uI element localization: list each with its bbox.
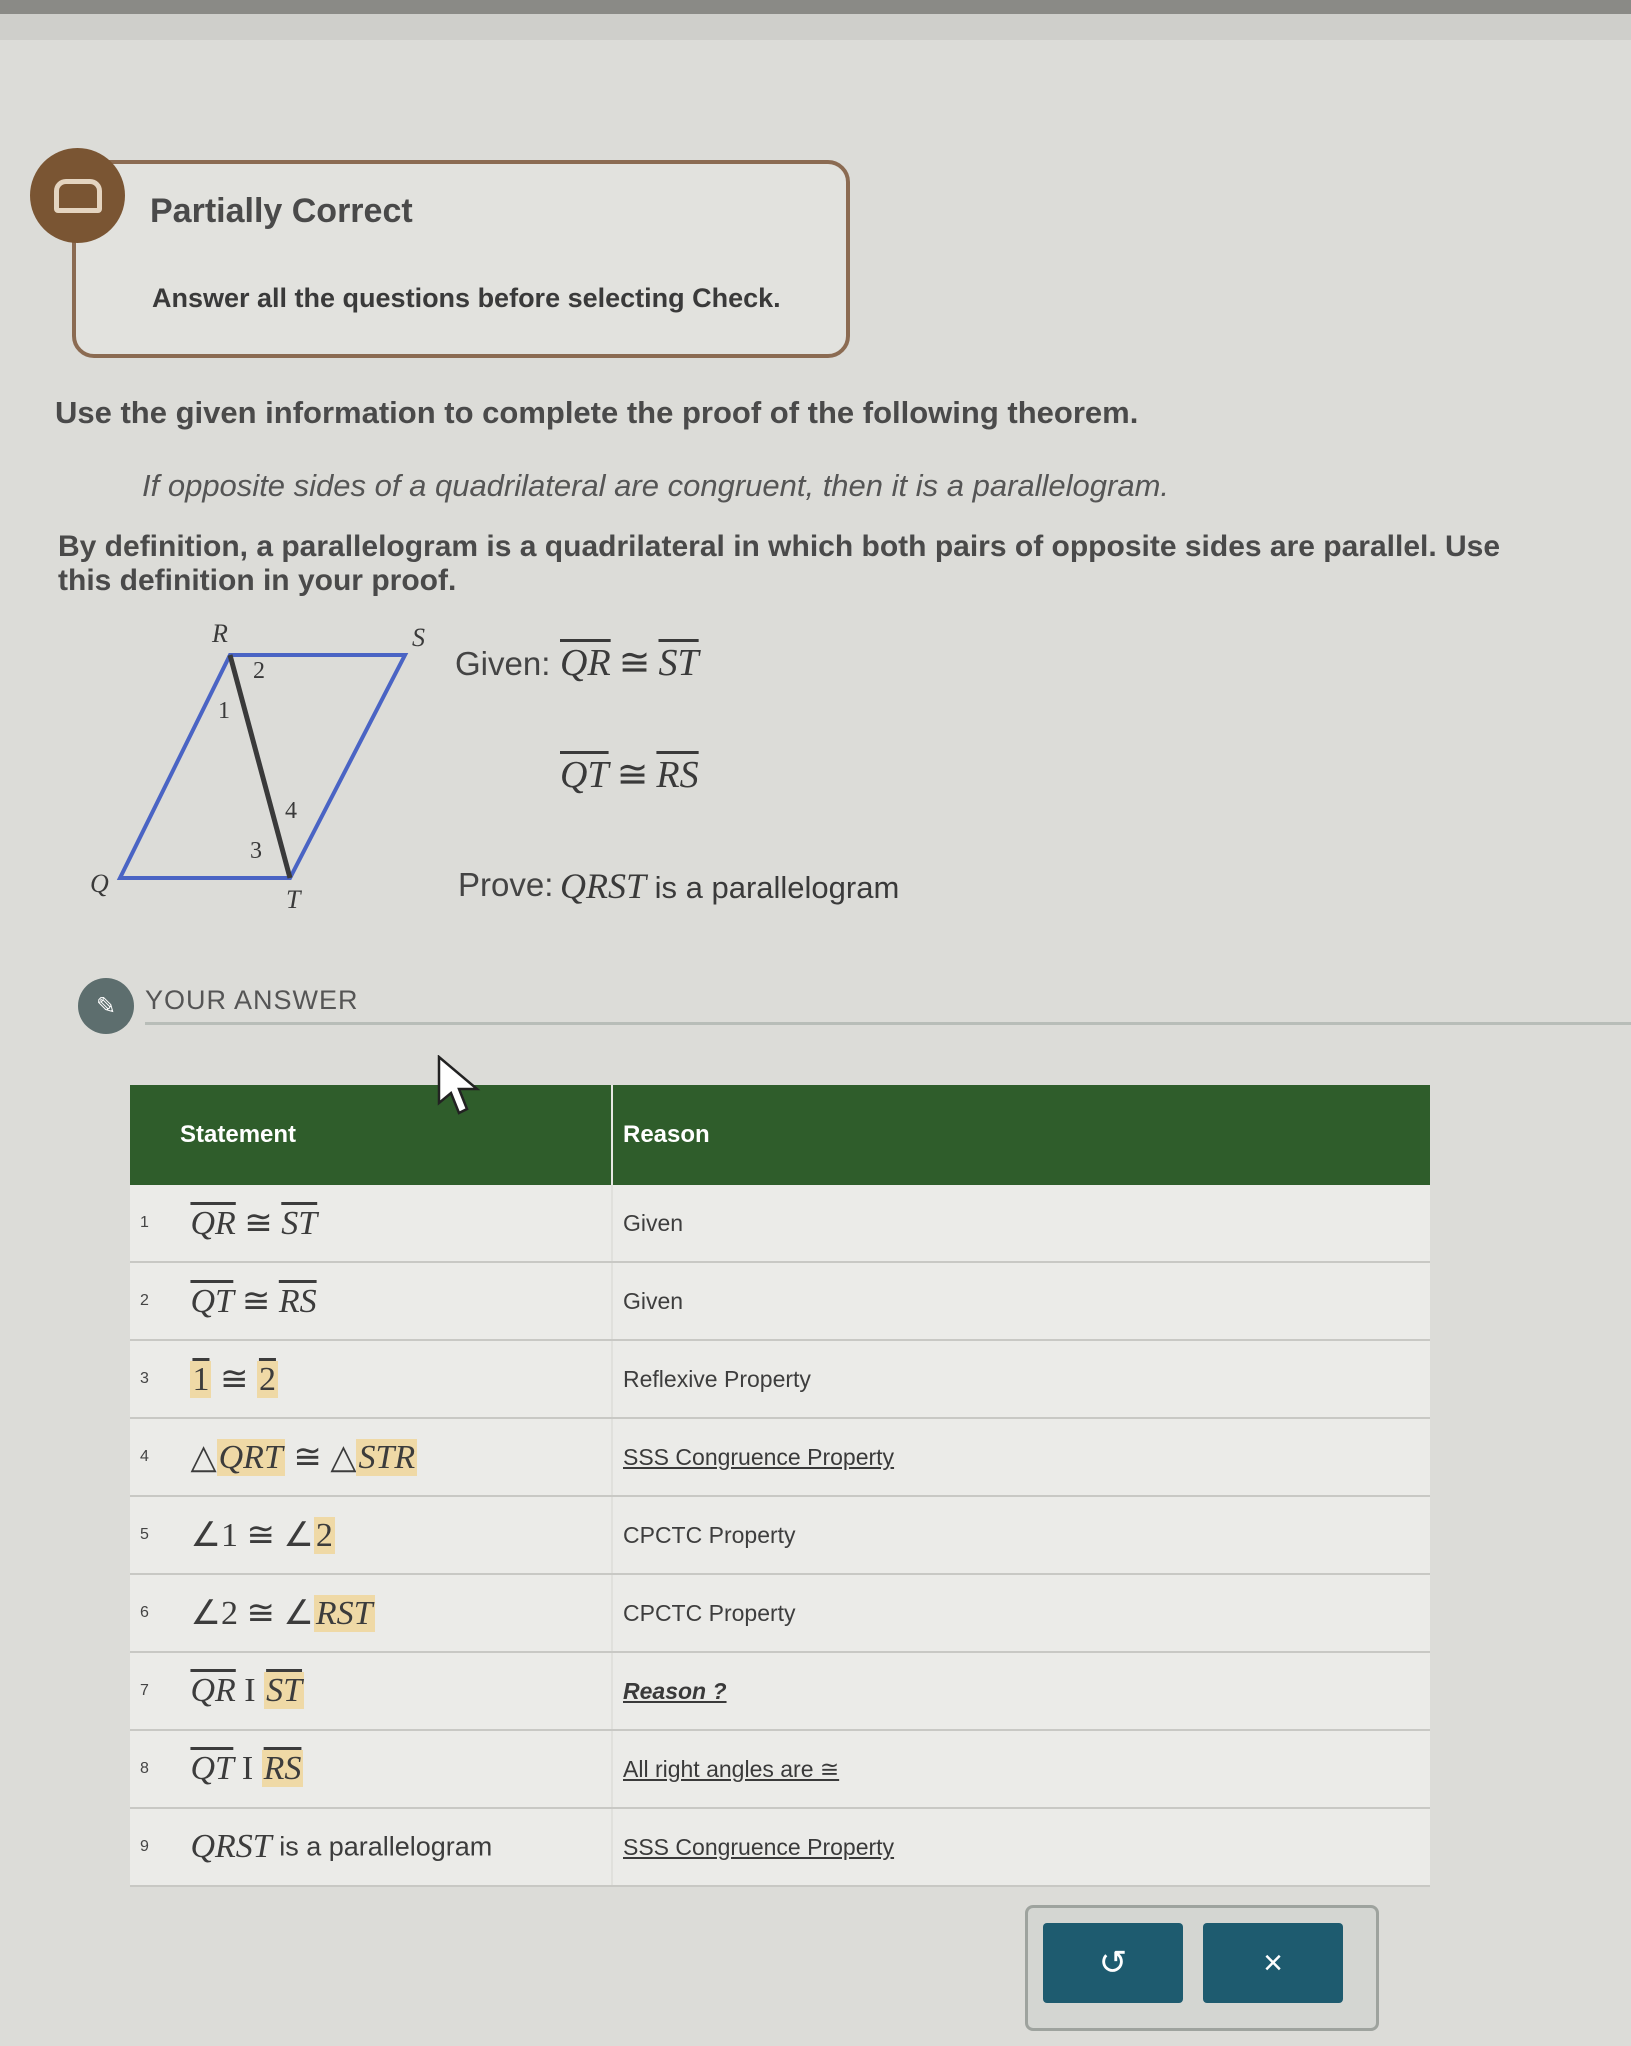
- statement-expression[interactable]: [190, 1361, 278, 1398]
- segment-QT: $\overline{QT}$: [190, 1283, 234, 1320]
- proof-row-8[interactable]: [130, 1730, 1430, 1808]
- parallel-symbol: I: [244, 1672, 256, 1709]
- parallelogram-figure: [90, 610, 450, 920]
- row-number: 6: [140, 1604, 149, 1621]
- triangle-symbol: △: [190, 1439, 217, 1476]
- vertex-R-label: R: [212, 619, 228, 648]
- proof-row-4[interactable]: [130, 1418, 1430, 1496]
- row-number: 5: [140, 1526, 149, 1543]
- segment-QR: $\overline{QR}$: [190, 1205, 236, 1242]
- proof-row-9[interactable]: [130, 1808, 1430, 1886]
- feedback-message: Answer all the questions before selecting Check.: [152, 283, 781, 313]
- reason-cell[interactable]: [612, 1418, 1430, 1496]
- congruent-symbol: ≅: [618, 642, 651, 684]
- instruction-text: Use the given information to complete the proof of the following theorem.: [55, 395, 1139, 430]
- row-number: 4: [140, 1448, 149, 1465]
- given-statement-1: [560, 640, 699, 685]
- relation-symbol: ≅: [241, 1283, 271, 1320]
- clear-button[interactable]: ×: [1203, 1923, 1343, 2003]
- row-number: 1: [140, 1214, 149, 1231]
- vertex-S-label: S: [412, 623, 425, 652]
- your-answer-divider: [145, 1022, 1631, 1025]
- angle-1-label: 1: [218, 698, 230, 724]
- proof-row-6[interactable]: [130, 1574, 1430, 1652]
- angle-2-label: 2: [253, 658, 265, 684]
- statement-expression[interactable]: [190, 1439, 417, 1476]
- segment-QT: $\overline{QT}$: [560, 754, 609, 796]
- top-bar-inner: [0, 14, 1631, 40]
- theorem-text: If opposite sides of a quadrilateral are congruent, then it is a parallelogram.: [142, 468, 1170, 503]
- feedback-chat-icon: [30, 148, 125, 243]
- reason-cell[interactable]: CPCTC Property: [612, 1496, 1430, 1574]
- relation-symbol: ≅: [219, 1361, 249, 1398]
- relation-symbol: ≅: [244, 1205, 273, 1242]
- proof-row-1: [130, 1185, 1430, 1262]
- statement-cell: [130, 1808, 612, 1886]
- row-number: 3: [140, 1370, 149, 1387]
- statement-expression: [190, 1205, 317, 1242]
- statement-cell[interactable]: [130, 1418, 612, 1496]
- angle-4-label: 4: [285, 798, 297, 824]
- statement-expression[interactable]: [190, 1672, 304, 1709]
- proof-row-3[interactable]: [130, 1340, 1430, 1418]
- angle-2-blank[interactable]: 2: [258, 1361, 276, 1398]
- vertex-Q-label: Q: [90, 869, 109, 898]
- segment-RS: $\overline{RS}$: [278, 1283, 317, 1320]
- segment-QR: $\overline{QR}$: [190, 1672, 236, 1709]
- congruent-symbol: ≅: [616, 754, 649, 796]
- triangle-STR-blank[interactable]: STR: [358, 1439, 416, 1476]
- proof-table: [130, 1085, 1430, 1887]
- angle-1: 1: [220, 1517, 238, 1554]
- statement-cell[interactable]: [130, 1496, 612, 1574]
- prove-rest: is a parallelogram: [646, 870, 900, 905]
- reason-cell[interactable]: [612, 1730, 1430, 1808]
- triangle-QRT-blank[interactable]: QRT: [218, 1439, 283, 1476]
- feedback-box: [72, 160, 850, 358]
- reason-cell: Given: [612, 1262, 1430, 1340]
- statement-expression[interactable]: [190, 1517, 334, 1554]
- definition-text: By definition, a parallelogram is a quadrilateral in which both pairs of opposite sides are parallel. Use this definition in your proof.: [58, 530, 1501, 597]
- statement-cell: [130, 1262, 612, 1340]
- given-statement-2: [560, 752, 699, 797]
- proof-table-header: [130, 1085, 1430, 1185]
- reason-cell[interactable]: CPCTC Property: [612, 1574, 1430, 1652]
- statement-subject: QRST: [190, 1828, 272, 1865]
- segment-ST: $\overline{ST}$: [658, 642, 699, 684]
- given-label: Given:: [455, 645, 551, 682]
- your-answer-label: YOUR ANSWER: [145, 985, 359, 1015]
- statement-cell[interactable]: [130, 1340, 612, 1418]
- segment-ST: $\overline{ST}$: [281, 1205, 318, 1242]
- segment-ST-blank[interactable]: $\overline{ST}$: [266, 1672, 303, 1709]
- reason-header: Reason: [612, 1085, 1430, 1185]
- angle-3-label: 3: [250, 838, 262, 864]
- relation-symbol: ≅ △: [293, 1439, 357, 1476]
- segment-QT: $\overline{QT}$: [190, 1750, 234, 1787]
- prove-label: Prove:: [458, 866, 554, 903]
- statement-cell[interactable]: [130, 1730, 612, 1808]
- feedback-title: Partially Correct: [150, 192, 413, 230]
- statement-cell[interactable]: [130, 1574, 612, 1652]
- reason-link[interactable]: All right angles are ≅: [623, 1755, 840, 1782]
- reason-cell[interactable]: [612, 1808, 1430, 1886]
- statement-cell[interactable]: [130, 1652, 612, 1730]
- proof-row-5[interactable]: [130, 1496, 1430, 1574]
- statement-expression: [190, 1283, 316, 1320]
- statement-cell: [130, 1185, 612, 1262]
- reason-cell[interactable]: [612, 1652, 1430, 1730]
- reason-cell: Given: [612, 1185, 1430, 1262]
- segment-RS-blank[interactable]: $\overline{RS}$: [263, 1750, 302, 1787]
- segment-RS: $\overline{RS}$: [656, 754, 699, 796]
- row-number: 9: [140, 1838, 149, 1855]
- reason-cell[interactable]: Reflexive Property: [612, 1340, 1430, 1418]
- parallel-symbol: I: [241, 1750, 254, 1787]
- relation-symbol: ≅ ∠: [246, 1517, 314, 1554]
- proof-row-2: [130, 1262, 1430, 1340]
- row-number: 2: [140, 1292, 149, 1309]
- statement-header: Statement: [130, 1085, 612, 1185]
- mouse-cursor-icon: [437, 1055, 485, 1119]
- segment-QR: $\overline{QR}$: [560, 642, 611, 684]
- angle-symbol: ∠: [190, 1595, 221, 1632]
- reason-link[interactable]: Reason ?: [623, 1677, 727, 1704]
- row-number: 7: [140, 1682, 149, 1699]
- statement-expression[interactable]: [190, 1750, 303, 1787]
- row-number: 8: [140, 1760, 149, 1777]
- reason-link[interactable]: SSS Congruence Property: [623, 1833, 895, 1860]
- reason-link[interactable]: SSS Congruence Property: [623, 1443, 895, 1470]
- undo-button[interactable]: ↺: [1043, 1923, 1183, 2003]
- statement-expression[interactable]: [190, 1595, 374, 1632]
- angle-2: 2: [220, 1595, 238, 1632]
- statement-rest: is a parallelogram: [271, 1831, 493, 1862]
- top-bar: [0, 0, 1631, 40]
- prove-subject: QRST: [560, 866, 647, 906]
- proof-row-7[interactable]: [130, 1652, 1430, 1730]
- your-answer-icon: ✎: [78, 978, 134, 1034]
- prove-statement: [560, 865, 899, 907]
- vertex-T-label: T: [286, 885, 301, 914]
- angle-2-blank[interactable]: 2: [315, 1517, 333, 1554]
- relation-symbol: ≅ ∠: [246, 1595, 314, 1632]
- angle-1-blank[interactable]: 1: [192, 1361, 210, 1398]
- angle-RST-blank[interactable]: RST: [315, 1595, 373, 1632]
- chat-bubble-shape: [54, 179, 102, 213]
- angle-symbol: ∠: [190, 1517, 221, 1554]
